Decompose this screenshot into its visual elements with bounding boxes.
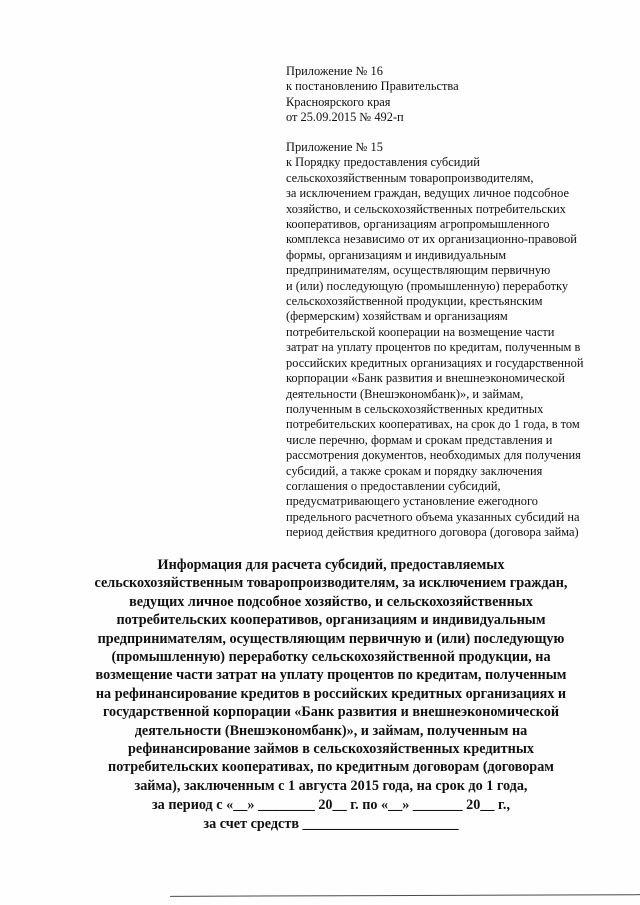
appendix-15-line: за исключением граждан, ведущих личное подсобное: [286, 186, 569, 201]
reporting-period-line: за период с «__» ________ 20__ г. по «__» _______ 20__ г.,: [151, 797, 510, 814]
title-line: предпринимателям, осуществляющим первичную и (или) последующую: [97, 630, 565, 647]
appendix-15-line: предельного расчетного объема указанных субсидий на: [286, 509, 580, 524]
appendix-15-line: предпринимателям, осуществляющим первичную: [286, 263, 551, 278]
appendix-15-line: потребительских кооперативах, на срок до 1 года, в том: [286, 417, 580, 432]
appendix-15-line: полученным в сельскохозяйственных кредитных: [286, 401, 544, 416]
appendix-15-line: корпорации «Банк развития и внешнеэкономической: [286, 371, 565, 386]
appendix-15-line: затрат на уплату процентов по кредитам, полученным в: [286, 340, 581, 355]
appendix-15-header: [286, 140, 606, 541]
appendix-16-line: Приложение № 16: [286, 64, 383, 78]
title-line: займа), заключенным с 1 августа 2015 года, на срок до 1 года,: [134, 777, 528, 794]
title-line: потребительских кооперативах, по кредитным договорам (договорам: [108, 759, 554, 776]
appendix-16-header: [286, 64, 606, 126]
title-line: ведущих личное подсобное хозяйство, и сельскохозяйственных: [129, 593, 533, 610]
appendix-15-line: к Порядку предоставления субсидий: [286, 155, 480, 170]
title-line: на рефинансирование кредитов в российских кредитных организациях и: [95, 685, 567, 702]
title-line: Информация для расчета субсидий, предоставляемых: [157, 557, 505, 573]
appendix-15-line: деятельности (Внешэкономбанк)», и займам,: [286, 386, 524, 401]
appendix-16-line: Красноярского края: [286, 94, 391, 109]
scan-edge-line: [170, 894, 640, 897]
appendix-15-line: рассмотрения документов, необходимых для получения: [286, 448, 581, 463]
appendix-16-line: к постановлению Правительства: [286, 79, 459, 94]
appendix-15-line: (фермерским) хозяйствам и организациям: [286, 309, 508, 324]
appendix-15-line: и (или) последующую (промышленную) переработку: [286, 278, 569, 293]
title-line: сельскохозяйственным товаропроизводителям, за исключением граждан,: [94, 575, 568, 592]
appendix-15-line: сельскохозяйственной продукции, крестьянским: [286, 294, 543, 309]
appendix-16-line: от 25.09.2015 № 492-п: [286, 110, 404, 125]
appendix-15-line: комплекса независимо от их организационно-правовой: [286, 232, 577, 247]
document-title: [40, 556, 622, 833]
title-line: государственной корпорации «Банк развития и внешнеэкономической: [102, 704, 560, 721]
appendix-15-line: хозяйство, и сельскохозяйственных потребительских: [286, 201, 566, 216]
appendix-15-line: соглашения о предоставлении субсидий,: [286, 478, 501, 493]
title-line: рефинансирование займов в сельскохозяйственных кредитных: [127, 741, 535, 758]
appendix-15-line: потребительской кооперации на возмещение части: [286, 324, 555, 339]
title-line: возмещение части затрат на уплату процентов по кредитам, полученным: [95, 667, 567, 684]
appendix-15-line: предусматривающего установление ежегодного: [286, 494, 538, 509]
appendix-15-line: российских кредитных организациях и государственной: [286, 355, 584, 370]
appendix-15-line: кооперативов, организациям агропромышленного: [286, 217, 550, 232]
title-line: (промышленную) переработку сельскохозяйственной продукции, на: [111, 649, 551, 666]
appendix-15-line: Приложение № 15: [286, 140, 383, 154]
appendix-15-line: формы, организациям и индивидуальным: [286, 247, 507, 262]
funding-source-line: за счет средств ______________________: [203, 815, 459, 832]
appendix-15-line: числе перечню, формам и срокам представления и: [286, 432, 553, 447]
appendix-15-line: период действия кредитного договора (договора займа): [286, 525, 579, 540]
appendix-15-line: субсидий, а также срокам и порядку заключения: [286, 463, 543, 478]
title-line: деятельности (Внешэкономбанк)», и займам, полученным на: [134, 722, 528, 739]
title-line: потребительских кооперативов, организациям и индивидуальным: [116, 612, 546, 629]
appendix-15-line: сельскохозяйственным товаропроизводителям,: [286, 170, 534, 185]
